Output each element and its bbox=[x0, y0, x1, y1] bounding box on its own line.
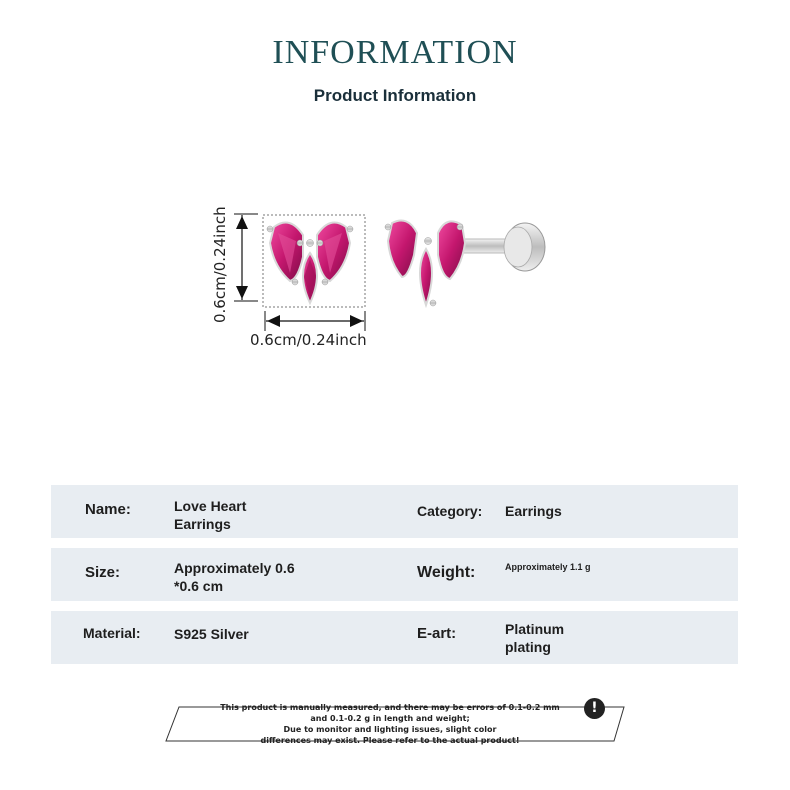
disclaimer-line: differences may exist. Please refer to the actual product! bbox=[260, 736, 520, 745]
size-label: Size: bbox=[85, 564, 121, 581]
size-value: Approximately 0.6 *0.6 cm bbox=[174, 560, 295, 594]
disclaimer-line: and 0.1-0.2 g in length and weight; bbox=[310, 714, 470, 723]
category-label: Category: bbox=[417, 503, 483, 519]
spec-row bbox=[51, 548, 738, 601]
spec-row bbox=[51, 485, 738, 538]
eart-label: E-art: bbox=[417, 625, 457, 642]
spec-row bbox=[51, 611, 738, 664]
weight-label: Weight: bbox=[417, 564, 476, 581]
weight-value: Approximately 1.1 g bbox=[505, 562, 591, 572]
eart-value: Platinum plating bbox=[505, 621, 565, 655]
material-label: Material: bbox=[83, 625, 141, 641]
disclaimer-line: This product is manually measured, and there may be errors of 0.1-0.2 mm bbox=[220, 703, 560, 712]
earring-front-view bbox=[267, 223, 353, 304]
disclaimer-line: Due to monitor and lighting issues, slight color bbox=[283, 725, 497, 734]
disclaimer-text bbox=[205, 702, 575, 746]
page-subtitle: Product Information bbox=[313, 86, 477, 105]
name-value: Love Heart Earrings bbox=[174, 498, 247, 532]
category-value: Earrings bbox=[505, 503, 562, 519]
width-dimension-arrow bbox=[265, 311, 365, 331]
height-dimension-label: 0.6cm/0.24inch bbox=[211, 206, 229, 323]
width-dimension-label: 0.6cm/0.24inch bbox=[250, 331, 367, 349]
name-label: Name: bbox=[85, 501, 131, 518]
exclamation-icon: ! bbox=[584, 698, 605, 719]
page-title: INFORMATION bbox=[272, 34, 518, 71]
earring-side-view bbox=[385, 221, 545, 306]
material-value: S925 Silver bbox=[174, 626, 249, 642]
height-dimension-arrow bbox=[234, 214, 258, 301]
